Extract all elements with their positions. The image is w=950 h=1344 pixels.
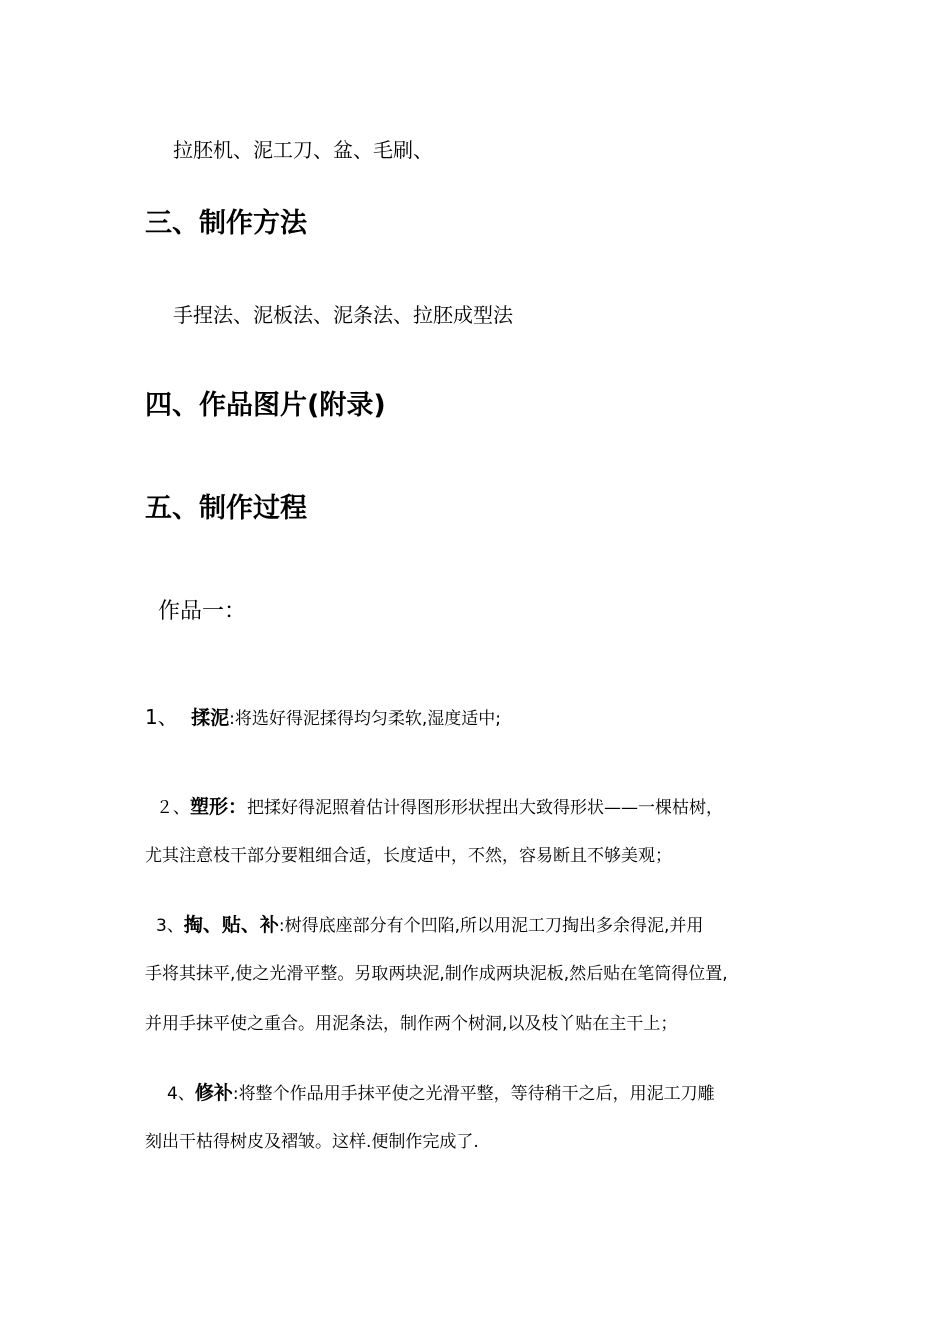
step-1-line-1: :将选好得泥揉得均匀柔软,湿度适中; (229, 709, 502, 729)
section-3-heading: 三、制作方法 (145, 208, 307, 239)
step-4 (167, 1084, 715, 1103)
step-2-line-2: 尤其注意枝干部分要粗细合适，长度适中，不然，容易断且不够美观； (145, 846, 672, 866)
step-3-title: 掏、贴、补 (183, 914, 279, 936)
step-1 (145, 707, 501, 728)
section-5-heading: 五、制作过程 (145, 493, 307, 524)
step-4-title: 修补 (194, 1082, 233, 1104)
step-1-number: 1、 (145, 705, 178, 729)
step-3-line-3: 并用手抹平使之重合。用泥条法，制作两个树洞,以及枝丫贴在主干上； (145, 1014, 678, 1034)
step-4-line-2: 刻出干枯得树皮及褶皱。这样.便制作完成了. (145, 1132, 479, 1152)
step-4-line-1: :将整个作品用手抹平使之光滑平整，等待稍干之后，用泥工刀雕 (232, 1084, 715, 1104)
step-3-line-2: 手将其抹平,使之光滑平整。另取两块泥,制作成两块泥板,然后贴在笔筒得位置, (145, 964, 728, 984)
step-3-number: 3、 (156, 916, 184, 936)
step-1-title: 揉泥 (191, 707, 230, 729)
step-2 (156, 798, 723, 817)
section-3-content: 手捏法、泥板法、泥条法、拉胚成型法 (173, 303, 513, 327)
work-one-label: 作品一： (158, 599, 247, 624)
tools-list: 拉胚机、泥工刀、盆、毛刷、 (173, 138, 433, 162)
step-4-number: 4、 (167, 1084, 195, 1104)
step-2-number: ２、 (156, 798, 190, 818)
step-3 (156, 916, 703, 935)
step-3-line-1: :树得底座部分有个凹陷,所以用泥工刀掏出多余得泥,并用 (278, 916, 704, 936)
section-4-heading: 四、作品图片(附录) (145, 390, 386, 421)
step-2-line-1: 把揉好得泥照着估计得图形形状捏出大致得形状——一棵枯树， (247, 798, 724, 818)
step-2-title: 塑形： (190, 796, 248, 818)
